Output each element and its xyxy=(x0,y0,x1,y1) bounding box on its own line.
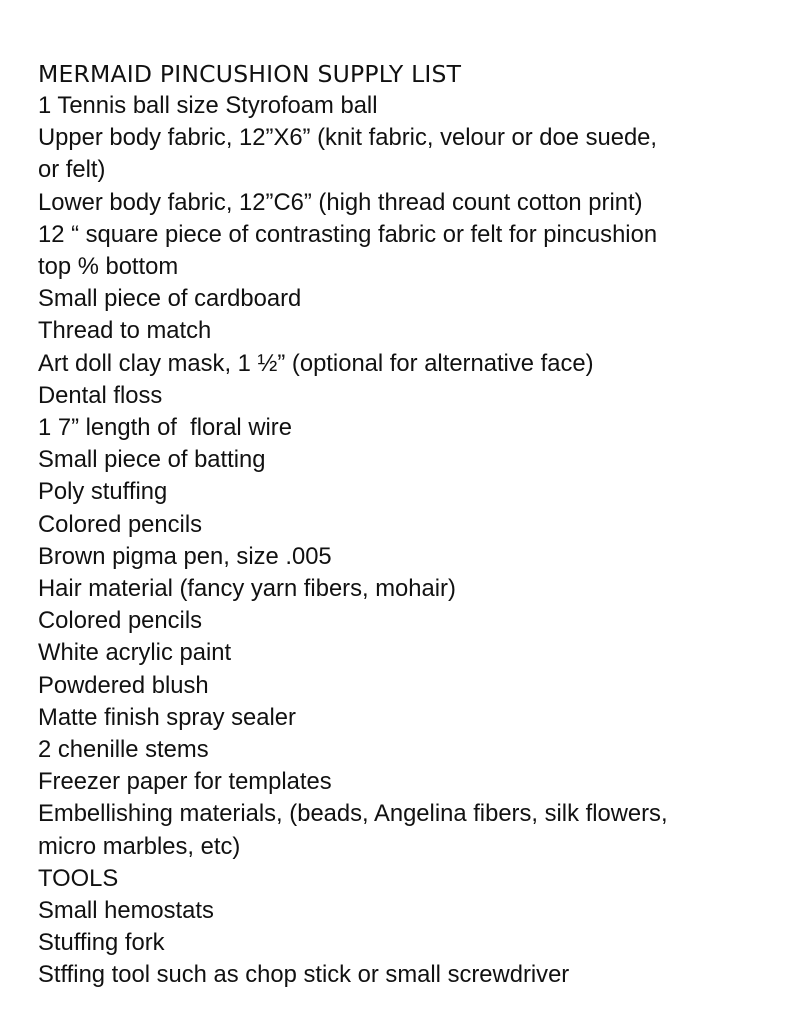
supply-list xyxy=(38,90,788,992)
list-line: Embellishing materials, (beads, Angelina fibers, silk flowers, xyxy=(38,800,668,828)
list-line: Colored pencils xyxy=(38,510,203,538)
list-line: 2 chenille stems xyxy=(38,736,209,764)
list-line: Matte finish spray sealer xyxy=(38,703,296,731)
list-line: Hair material (fancy yarn fibers, mohair) xyxy=(38,575,456,603)
list-line: 1 Tennis ball size Styrofoam ball xyxy=(38,92,378,119)
list-line: Upper body fabric, 12”X6” (knit fabric, velour or doe suede, xyxy=(38,124,658,152)
list-line: 12 “ square piece of contrasting fabric or felt for pincushion xyxy=(38,220,658,248)
list-line: White acrylic paint xyxy=(38,639,232,667)
list-line: Poly stuffing xyxy=(38,478,168,506)
list-line: Thread to match xyxy=(38,317,212,345)
list-line: Colored pencils xyxy=(38,607,203,635)
list-line: Powdered blush xyxy=(38,671,209,699)
list-line: Lower body fabric, 12”C6” (high thread count cotton print) xyxy=(38,188,643,216)
list-line: micro marbles, etc) xyxy=(38,832,241,860)
list-line: Small piece of batting xyxy=(38,446,266,474)
list-line: or felt) xyxy=(38,156,106,184)
list-line: Art doll clay mask, 1 ½” (optional for alternative face) xyxy=(38,349,594,377)
document-title: MERMAID PINCUSHION SUPPLY LIST xyxy=(38,60,462,88)
list-line: Freezer paper for templates xyxy=(38,768,332,796)
list-line: Stffing tool such as chop stick or small screwdriver xyxy=(38,961,570,989)
list-line: Brown pigma pen, size .005 xyxy=(38,542,332,570)
list-line: Small hemostats xyxy=(38,897,214,925)
supply-list-document xyxy=(38,58,788,992)
list-line: top % bottom xyxy=(38,253,179,281)
list-section-heading: TOOLS xyxy=(38,864,119,892)
list-line: Small piece of cardboard xyxy=(38,285,302,313)
list-line: Stuffing fork xyxy=(38,929,165,957)
list-line: Dental floss xyxy=(38,381,163,409)
list-line: 1 7” length of floral wire xyxy=(38,414,292,442)
